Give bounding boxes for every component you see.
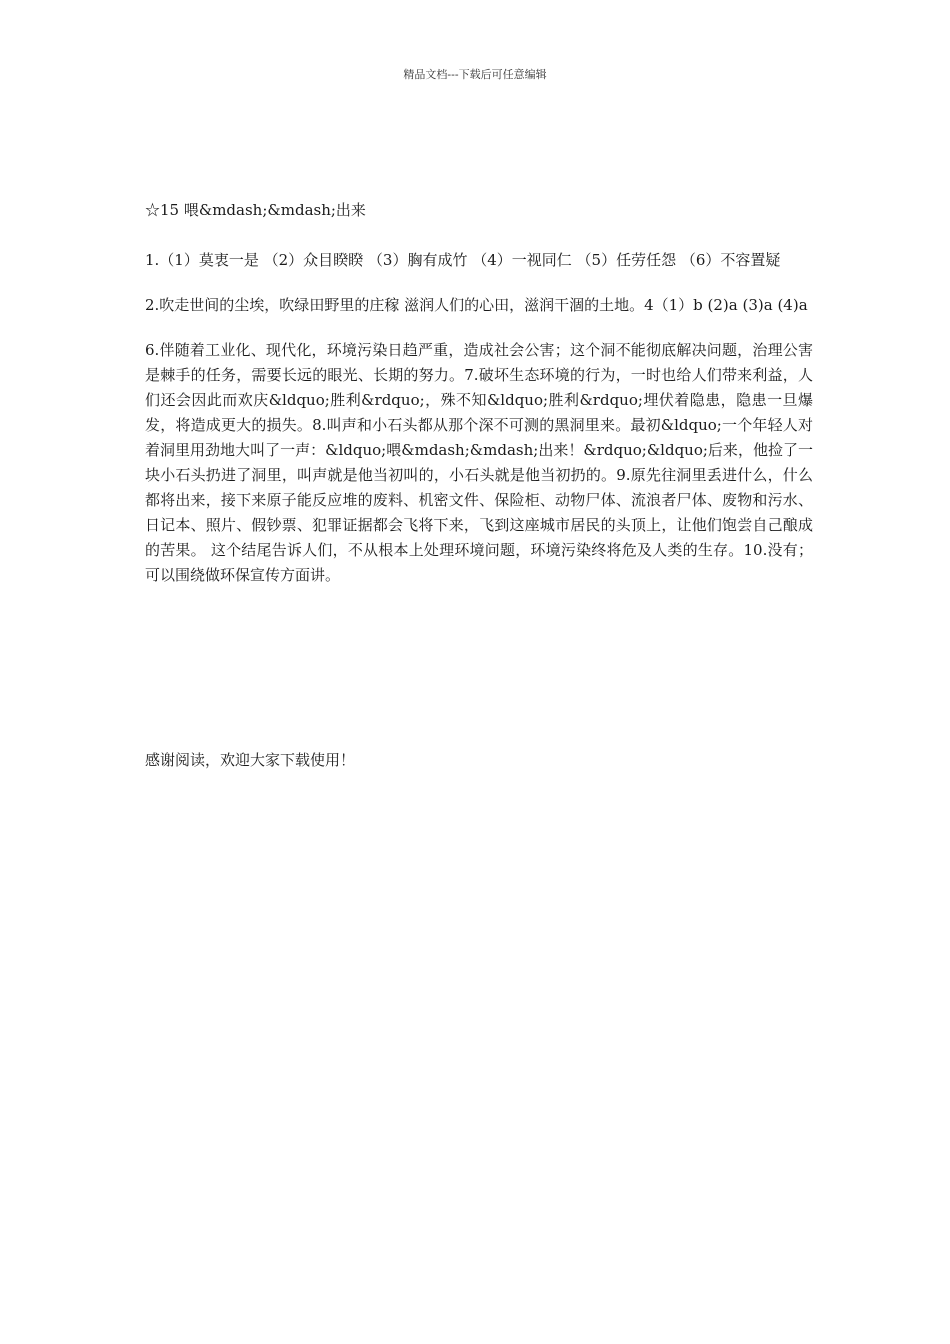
section-title: ☆15 喂&mdash;&mdash;出来 bbox=[145, 201, 366, 219]
document-body bbox=[145, 198, 813, 588]
answer-paragraph-2: 2.吹走世间的尘埃，吹绿田野里的庄稼 滋润人们的心田，滋润干涸的土地。4（1）b (2)a (3)a (4)a bbox=[145, 296, 808, 314]
answer-paragraph-1: 1.（1）莫衷一是 （2）众目睽睽 （3）胸有成竹 （4）一视同仁 （5）任劳任怨 （6）不容置疑 bbox=[145, 251, 781, 269]
answer-paragraph-6: 6.伴随着工业化、现代化，环境污染日趋严重，造成社会公害；这个洞不能彻底解决问题，治理公害是棘手的任务，需要长远的眼光、长期的努力。7.破坏生态环境的行为，一时也给人们带来利益，人们还会因此而欢庆&ldquo;胜利&rdquo;，殊不知&ldquo;胜利&rdquo;埋伏着隐患，隐患一旦爆发，将造成更大的损失。8.叫声和小石头都从那个深不可测的黑洞里来。最初&ldquo;一个年轻人对着洞里用劲地大叫了一声：&ldquo;喂&mdash;&mdash;出来！&rdquo;&ldquo;后来，他捡了一块小石头扔进了洞里，叫声就是他当初叫的，小石头就是他当初扔的。9.原先往洞里丢进什么，什么都将出来，接下来原子能反应堆的废料、机密文件、保险柜、动物尸体、流浪者尸体、废物和污水、日记本、照片、假钞票、犯罪证据都会飞将下来，飞到这座城市居民的头顶上，让他们饱尝自己酿成的苦果。 这个结尾告诉人们，不从根本上处理环境问题，环境污染终将危及人类的生存。10.没有；可以围绕做环保宣传方面讲。 bbox=[145, 341, 813, 584]
closing-text: 感谢阅读，欢迎大家下载使用！ bbox=[145, 751, 356, 769]
page-header: 精品文档---下载后可任意编辑 bbox=[403, 68, 547, 81]
